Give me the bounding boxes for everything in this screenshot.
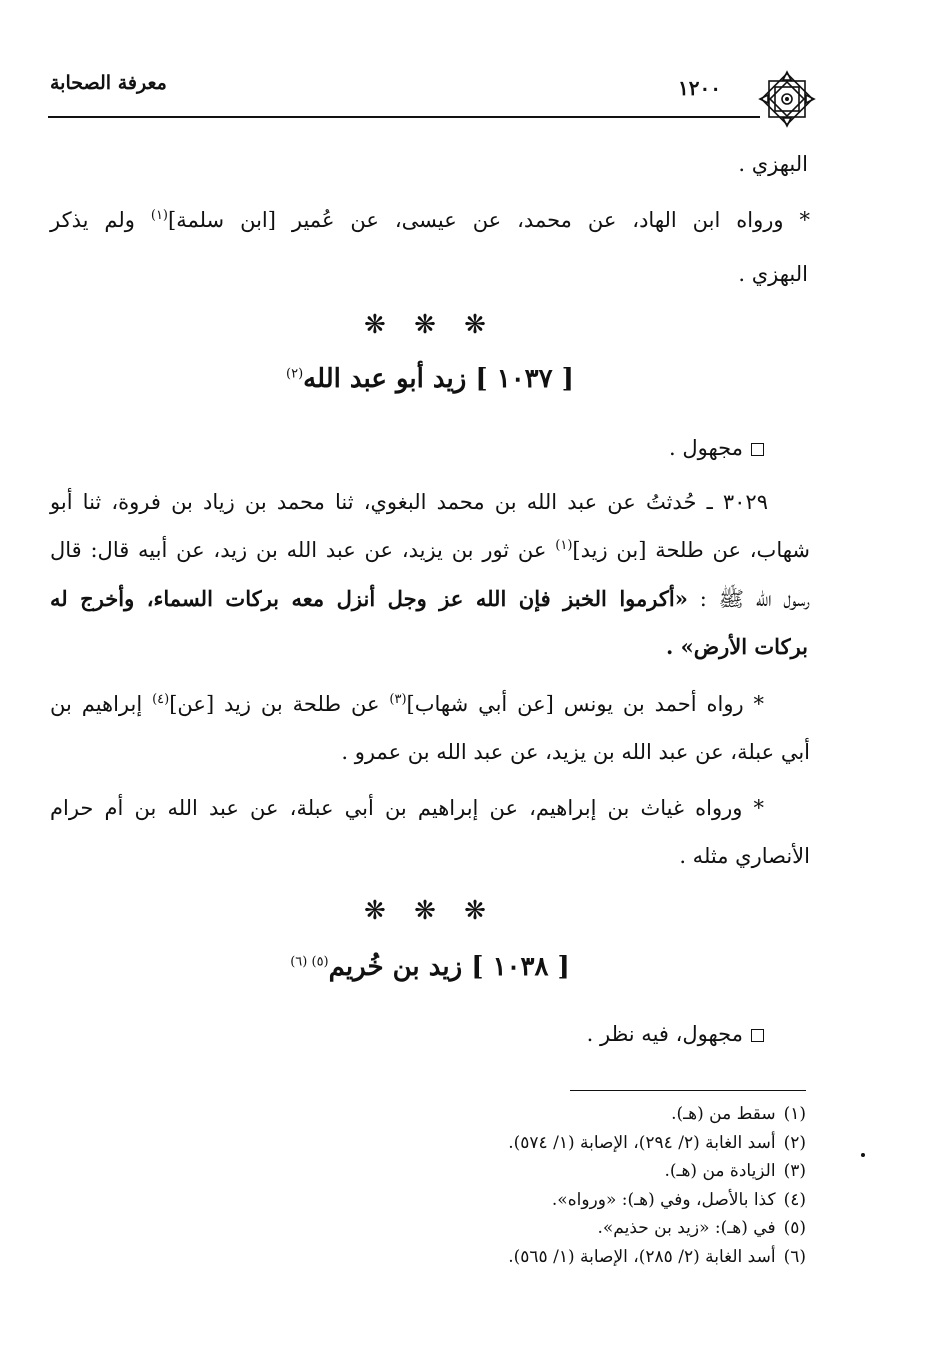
page-number: ١٢٠٠: [678, 76, 721, 100]
footnote-text: في (هـ): «زيد بن حذيم».: [597, 1218, 776, 1238]
octagram-ornament-icon: [756, 68, 818, 130]
text-line: [50, 208, 810, 232]
text-span: ولم يذكر: [50, 208, 151, 232]
footnote-text: سقط من (هـ).: [671, 1104, 776, 1124]
footnote: [300, 1129, 806, 1158]
square-marker-icon: [751, 443, 764, 456]
text-line: البهزي .: [738, 262, 808, 286]
narration-line: [50, 692, 764, 716]
footnote: [300, 1243, 806, 1272]
footnote-rule: [570, 1090, 806, 1091]
text-span: * رواه أحمد بن يونس [عن أبي شهاب]: [406, 692, 765, 716]
footnote-text: أسد الغابة (٢/ ٢٩٤)، الإصابة (١/ ٥٧٤).: [508, 1132, 776, 1153]
section-separator: ❋ ❋ ❋: [364, 896, 496, 926]
section-separator: ❋ ❋ ❋: [364, 310, 496, 340]
entry-heading-text: [ ١٠٣٨ ] زيد بن خُريم: [328, 952, 570, 982]
footnote-ref: (١): [555, 538, 573, 553]
footnote-number: (٤): [783, 1189, 806, 1210]
narration-line: أبي عبلة، عن عبد الله بن يزيد، عن عبد الله بن عمرو .: [341, 740, 810, 764]
footnote-number: (٦): [783, 1246, 806, 1267]
text-line: البهزي .: [738, 152, 808, 176]
scan-speck: [861, 1153, 865, 1157]
hadith-line: [50, 586, 810, 617]
footnote: [300, 1186, 806, 1215]
footnote: [300, 1157, 806, 1186]
entry-status: [669, 436, 764, 460]
header-rule: [48, 116, 760, 118]
footnote-ref: (٢): [286, 366, 304, 382]
entry-heading: [0, 952, 860, 982]
square-marker-icon: [751, 1029, 764, 1042]
entry-heading-text: [ ١٠٣٧ ] زيد أبو عبد الله: [303, 364, 574, 394]
text-span: عن طلحة بن زيد [عن]: [169, 692, 390, 716]
hadith-line: [50, 538, 810, 562]
footnote-number: (١): [783, 1104, 806, 1124]
footnotes-list: [300, 1100, 806, 1271]
hadith-quote: «أكرموا الخبز فإن الله عز وجل أنزل معه بركات السماء، وأخرج له: [50, 586, 688, 611]
footnote-text: أسد الغابة (٢/ ٢٨٥)، الإصابة (١/ ٥٦٥).: [508, 1246, 776, 1267]
footnote-ref: (١): [150, 208, 168, 223]
text-span: * ورواه ابن الهاد، عن محمد، عن عيسى، عن عُمير [ابن سلمة]: [168, 208, 810, 232]
narration-line: الأنصاري مثله .: [679, 844, 810, 868]
footnote-number: (٥): [783, 1218, 806, 1238]
footnote-number: (٣): [783, 1161, 806, 1181]
entry-status: [587, 1022, 764, 1046]
running-header-title: معرفة الصحابة: [50, 72, 167, 94]
footnote: [300, 1100, 806, 1129]
footnote-number: (٢): [783, 1132, 806, 1153]
text-span: شهاب، عن طلحة [بن زيد]: [572, 538, 810, 562]
text-span: عن ثور بن يزيد، عن عبد الله بن زيد، عن أبيه قال: قال: [50, 538, 556, 562]
status-text: مجهول، فيه نظر .: [586, 1022, 743, 1046]
footnote-ref: (٤): [152, 692, 170, 707]
footnote: [300, 1214, 806, 1243]
narration-line: * ورواه غياث بن إبراهيم، عن إبراهيم بن أبي عبلة، عن عبد الله بن أم حرام: [50, 796, 764, 820]
text-span: رسول الله ﷺ :: [687, 587, 810, 611]
text-span: إبراهيم بن: [50, 692, 153, 716]
footnote-ref: (٣): [389, 692, 407, 707]
hadith-line: بركات الأرض» .: [666, 634, 808, 659]
footnote-text: الزيادة من (هـ).: [664, 1161, 776, 1181]
hadith-line: ٣٠٢٩ ـ حُدثتُ عن عبد الله بن محمد البغوي، ثنا محمد بن زياد بن فروة، ثنا أبو: [50, 490, 768, 514]
entry-heading: [0, 364, 860, 394]
footnote-ref: (٥) (٦): [290, 954, 329, 970]
footnote-text: كذا بالأصل، وفي (هـ): «ورواه».: [551, 1189, 776, 1210]
status-text: مجهول .: [669, 436, 743, 460]
